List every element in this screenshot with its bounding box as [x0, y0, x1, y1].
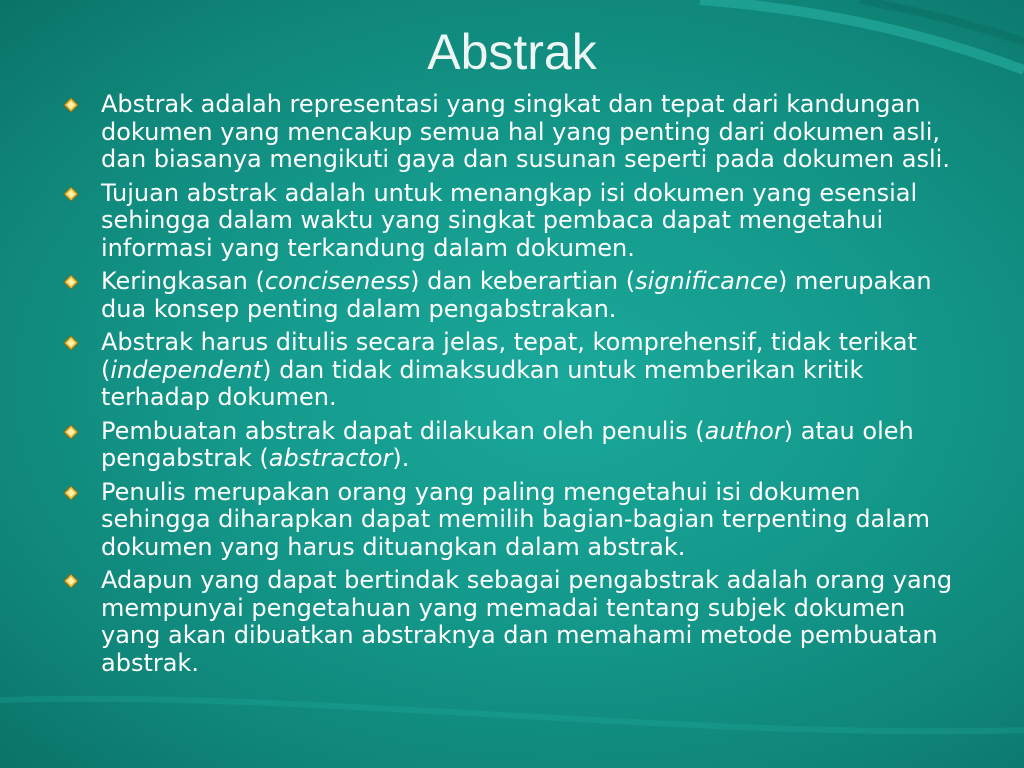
italic-term: independent [110, 355, 263, 384]
text-segment: ). [392, 444, 410, 472]
text-segment: ) atau oleh pengabstrak ( [101, 416, 914, 472]
text-segment: ) merupakan dua konsep penting dalam pengabstrakan. [101, 267, 932, 323]
text-segment: Tujuan abstrak adalah untuk menangkap isi dokumen yang esensial sehingga dalam waktu yang singkat pembaca dapat mengetahui informasi yang terkandung dalam dokumen. [101, 178, 918, 262]
gold-diamond-bullet-icon [64, 336, 78, 350]
bullet-item [60, 268, 960, 323]
italic-term: author [704, 416, 784, 445]
gold-diamond-bullet-icon [64, 187, 78, 201]
gold-diamond-bullet-icon [64, 98, 78, 112]
bullet-item [60, 567, 960, 677]
bullet-item [60, 329, 960, 412]
bullet-item [60, 418, 960, 473]
italic-term: abstractor [268, 444, 393, 472]
text-segment: Abstrak adalah representasi yang singkat dan tepat dari kandungan dokumen yang mencakup semua hal yang penting dari dokumen asli, dan biasanya mengikuti gaya dan susunan seperti pada dokumen asli. [101, 90, 950, 173]
italic-term: significance [635, 267, 778, 295]
text-segment: Penulis merupakan orang yang paling mengetahui isi dokumen sehingga diharapkan dapat memilih bagian-bagian terpenting dalam dokumen yang harus dituangkan dalam abstrak. [101, 477, 931, 561]
gold-diamond-bullet-icon [64, 425, 78, 439]
text-segment: Abstrak harus ditulis secara jelas, tepat, komprehensif, tidak terikat ( [101, 328, 917, 384]
bullet-text [101, 418, 960, 473]
bullet-text [101, 329, 960, 412]
text-segment: Pembuatan abstrak dapat dilakukan oleh penulis ( [101, 416, 705, 445]
gold-diamond-bullet-icon [64, 486, 78, 500]
bullet-text [101, 567, 960, 677]
bullet-item [60, 91, 960, 174]
bullet-list [60, 91, 960, 683]
slide-title: Abstrak [427, 24, 597, 80]
text-segment: ) dan tidak dimaksudkan untuk memberikan kritik terhadap dokumen. [101, 355, 864, 411]
bullet-text [101, 479, 960, 562]
bullet-item [60, 479, 960, 562]
bullet-text [101, 91, 960, 174]
text-segment: Keringkasan ( [101, 267, 265, 295]
bullet-text [101, 268, 960, 323]
bullet-item [60, 180, 960, 263]
gold-diamond-bullet-icon [64, 275, 78, 289]
bullet-text [101, 180, 960, 263]
gold-diamond-bullet-icon [64, 574, 78, 588]
text-segment: ) dan keberartian ( [410, 267, 636, 295]
italic-term: conciseness [264, 267, 411, 295]
text-segment: Adapun yang dapat bertindak sebagai pengabstrak adalah orang yang mempunyai pengetahuan yang memadai tentang subjek dokumen yang akan dibuatkan abstraknya dan memahami metode pembuatan abstrak. [101, 566, 953, 677]
